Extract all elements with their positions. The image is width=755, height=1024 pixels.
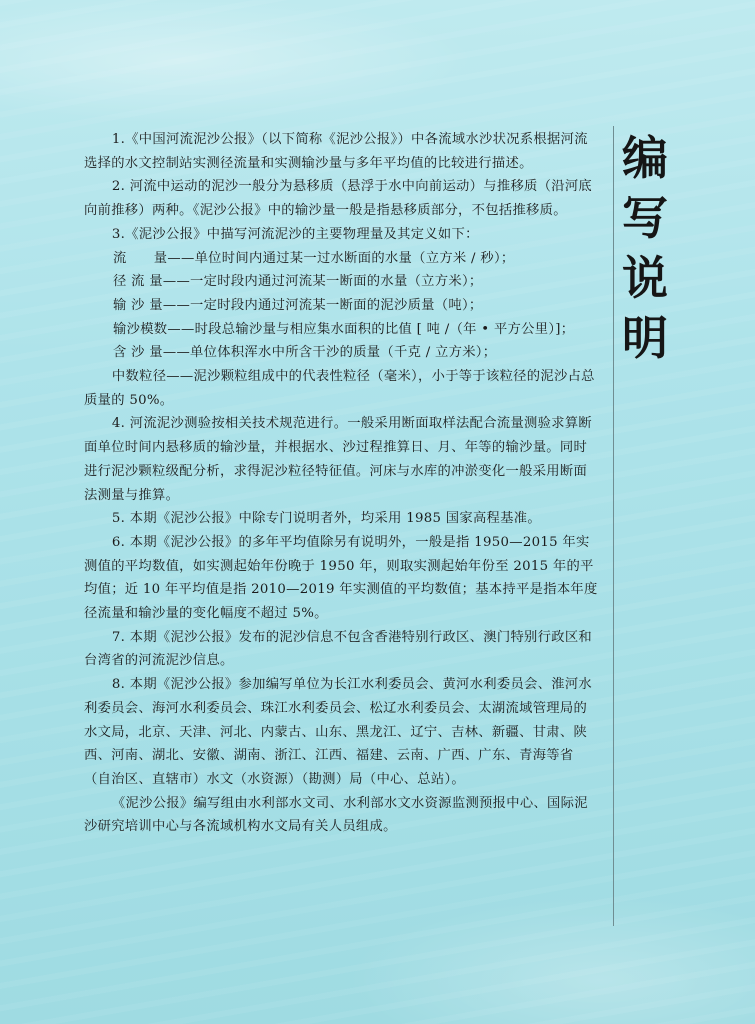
item-4: 4. 河流泥沙测验按相关技术规范进行。一般采用断面取样法配合流量测验求算断面单位时间内悬移质的输沙量，并根据水、沙过程推算日、月、年等的输沙量。同时进行泥沙颗粒级配分析，求得泥沙粒径特征值。河床与水库的冲淤变化一般采用断面法测量与推算。 — [84, 416, 593, 503]
def-sediment-modulus: 输沙模数——时段总输沙量与相应集水面积的比值 [ 吨 /（年 • 平方公里）]； — [113, 321, 575, 337]
title-char: 明 — [622, 311, 668, 365]
editorial-group: 《泥沙公报》编写组由水利部水文司、水利部水文水资源监测预报中心、国际泥沙研究培训中心与各流域机构水文局有关人员组成。 — [84, 795, 588, 835]
item-6: 6. 本期《泥沙公报》的多年平均值除另有说明外，一般是指 1950—2015 年实测值的平均数值，如实测起始年份晚于 1950 年，则取实测起始年份至 2015 年的平均值；近 10 年平均值是指 2010—2019 年实测值的平均数值；基本持平是指本年度径流量和输沙量的变化幅度不超过 5%。 — [84, 534, 598, 622]
section-title — [622, 128, 666, 368]
definition-list — [84, 247, 600, 366]
vertical-divider — [613, 126, 614, 926]
def-sediment-concentration: 含 沙 量——单位体积浑水中所含干沙的质量（千克 / 立方米）； — [113, 345, 497, 361]
title-char: 说 — [622, 251, 668, 305]
def-median-grain-size: 中数粒径——泥沙颗粒组成中的代表性粒径（毫米），小于等于该粒径的泥沙占总质量的 50%。 — [84, 369, 595, 408]
explanation-text — [84, 128, 600, 839]
item-7: 7. 本期《泥沙公报》发布的泥沙信息不包含香港特别行政区、澳门特别行政区和台湾省的河流泥沙信息。 — [84, 629, 593, 669]
def-sediment-load: 输 沙 量——一定时段内通过河流某一断面的泥沙质量（吨）； — [113, 297, 483, 313]
item-5: 5. 本期《泥沙公报》中除专门说明者外，均采用 1985 国家高程基准。 — [111, 511, 541, 527]
item-2: 2. 河流中运动的泥沙一般分为悬移质（悬浮于水中向前运动）与推移质（沿河底向前推移）两种。《泥沙公报》中的输沙量一般是指悬移质部分，不包括推移质。 — [84, 179, 593, 219]
item-1: 1.《中国河流泥沙公报》（以下简称《泥沙公报》）中各流域水沙状况系根据河流选择的水文控制站实测径流量和实测输沙量与多年平均值的比较进行描述。 — [84, 132, 588, 171]
def-runoff: 径 流 量——一定时段内通过河流某一断面的水量（立方米）； — [113, 274, 483, 290]
def-flow: 流 量——单位时间内通过某一过水断面的水量（立方米 / 秒）； — [113, 250, 515, 266]
title-char: 编 — [622, 131, 668, 185]
item-3: 3.《泥沙公报》中描写河流泥沙的主要物理量及其定义如下： — [111, 226, 479, 242]
item-8: 8. 本期《泥沙公报》参加编写单位为长江水利委员会、黄河水利委员会、淮河水利委员会、海河水利委员会、珠江水利委员会、松辽水利委员会、太湖流域管理局的水文局，北京、天津、河北、内蒙古、山东、黑龙江、辽宁、吉林、新疆、甘肃、陕西、河南、湖北、安徽、湖南、浙江、江西、福建、云南、广西、广东、青海等省（自治区、直辖市）水文（水资源）（勘测）局（中心、总站）。 — [84, 677, 593, 787]
title-char: 写 — [622, 191, 668, 245]
